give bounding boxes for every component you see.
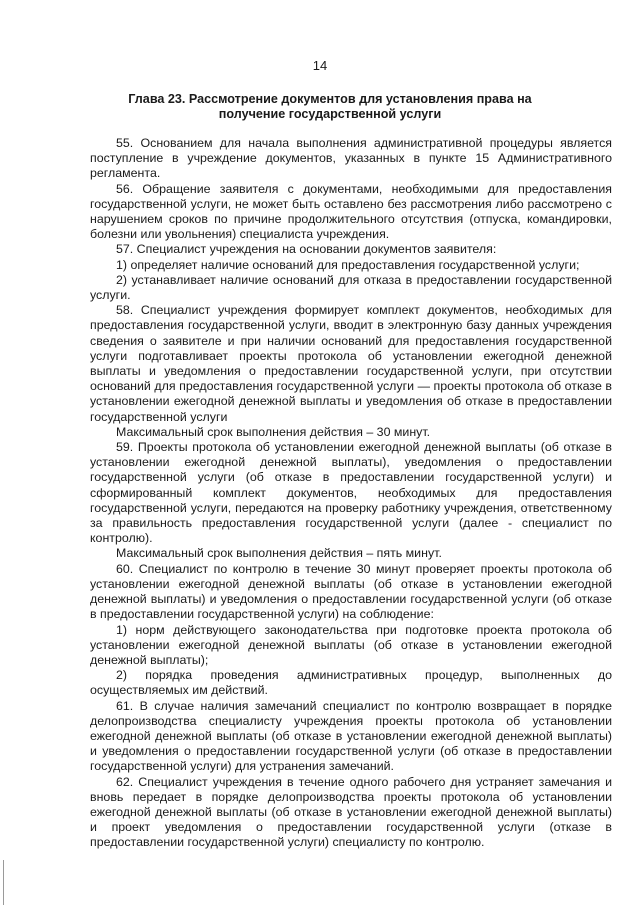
chapter-title: Глава 23. Рассмотрение документов для установления права на получение государственной услуги <box>128 92 532 121</box>
paragraph-57: 57. Специалист учреждения на основании документов заявителя: <box>116 242 497 257</box>
deadline-59: Максимальный срок выполнения действия – пять минут. <box>116 546 442 561</box>
paragraph-56: 56. Обращение заявителя с документами, необходимыми для предоставления государственной услуги, не может быть оставлено без рассмотрения либо рассмотрено с нарушением сроков по причине продолжительного отсутствия (отпуска, командировки, болезни или увольнения) специалиста учреждения. <box>90 181 612 242</box>
paragraph-60-item-2: 2) порядка проведения административных процедур, выполненных до осуществляемых им действий. <box>90 668 612 698</box>
paragraph-57-item-2: 2) устанавливает наличие оснований для отказа в предоставлении государственной услуги. <box>90 272 612 303</box>
deadline-58: Максимальный срок выполнения действия – 30 минут. <box>116 424 431 439</box>
document-body <box>90 136 612 851</box>
paragraph-60-item-1: 1) норм действующего законодательства при подготовке проекта протокола об установлении ежегодной денежной выплаты (об отказе в установлении ежегодной денежной выплаты); <box>90 622 612 667</box>
paragraph-57-item-1: 1) определяет наличие оснований для предоставления государственной услуги; <box>116 257 580 272</box>
page-number: 14 <box>312 58 328 73</box>
paragraph-60: 60. Специалист по контролю в течение 30 минут проверяет проекты протокола об установлении ежегодной денежной выплаты (об отказе в установлении ежегодной денежной выплаты) и уведомления о предоставлении государственной услуги (об отказе в предоставлении государственной услуги) на соблюдение: <box>90 561 612 622</box>
paragraph-55: 55. Основанием для начала выполнения административной процедуры является поступление в учреждение документов, указанных в пункте 15 Административного регламента. <box>90 136 612 181</box>
paragraph-59: 59. Проекты протокола об установлении ежегодной денежной выплаты (об отказе в установлении ежегодной денежной выплаты), уведомления о предоставлении государственной услуги (об отказе в предоставлении государственной услуги) и сформированный комплект документов, необходимых для предоставления государственной услуги, передаются на проверку работнику учреждения, ответственному за правильность предоставления государственной услуги (далее - специалист по контролю). <box>90 440 612 546</box>
paragraph-61: 61. В случае наличия замечаний специалист по контролю возвращает в порядке делопроизводства специалисту учреждения проекты протокола об установлении ежегодной денежной выплаты (об отказе в установлении ежегодной денежной выплаты) и уведомления о предоставлении государственной услуги (об отказе в предоставлении государственной услуги) для устранения замечаний. <box>90 698 612 774</box>
paragraph-58: 58. Специалист учреждения формирует комплект документов, необходимых для предоставления государственной услуги, вводит в электронную базу данных учреждения сведения о заявителе и при наличии оснований для предоставления государственной услуги подготавливает проекты протокола об установлении ежегодной денежной выплаты и уведомления о предоставлении государственной услуги, при отсутствии оснований для предоставления государственной услуги — проекты протокола об отказе в установлении ежегодной денежной выплаты и уведомления об отказе в предоставлении государственной услуги <box>90 303 612 424</box>
scan-edge-line <box>3 860 4 905</box>
paragraph-62: 62. Специалист учреждения в течение одного рабочего дня устраняет замечания и вновь передает в порядке делопроизводства проекты протокола об установлении ежегодной денежной выплаты (об отказе в установлении ежегодной денежной выплаты) и проект уведомления о предоставлении государственной услуги (отказе в предоставлении государственной услуги) специалисту по контролю. <box>90 774 612 850</box>
